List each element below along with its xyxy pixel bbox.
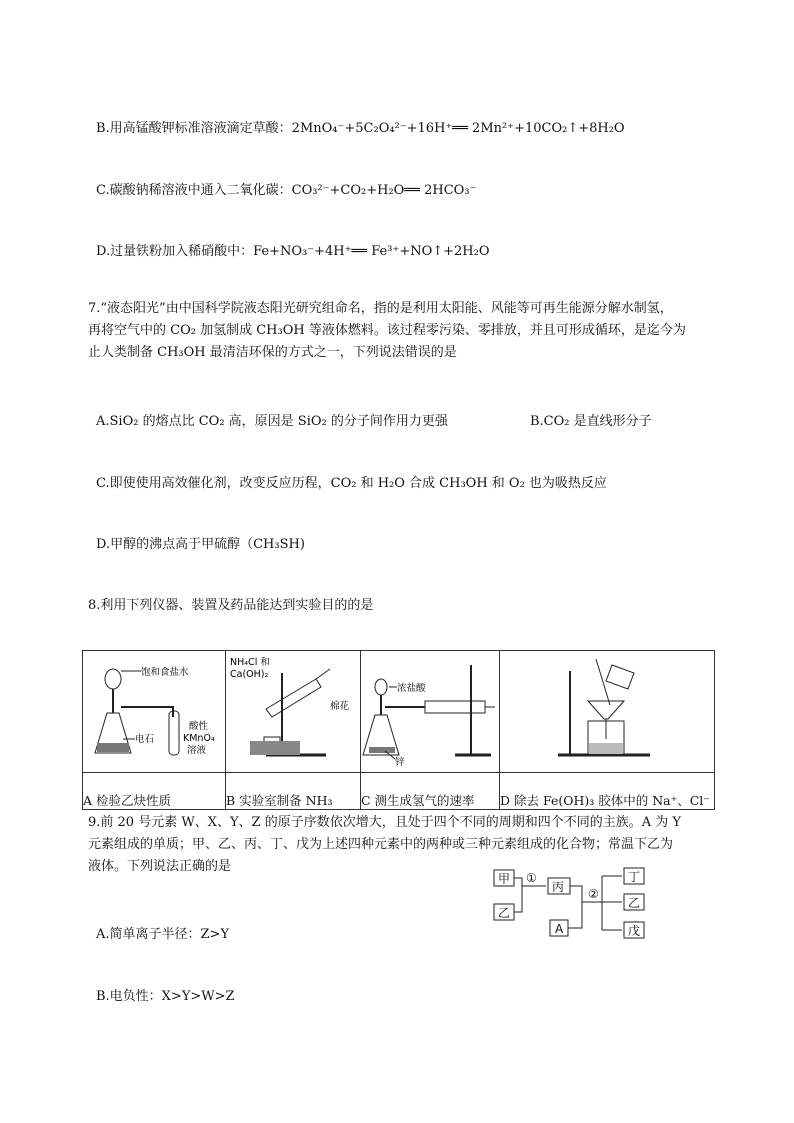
label-a2: 电石 — [135, 734, 155, 745]
q7-option-a: A.SiO₂ 的熔点比 CO₂ 高，原因是 SiO₂ 的分子间作用力更强 — [96, 414, 448, 429]
caption-c: C 测生成氢气的速率 — [361, 773, 500, 810]
label-a5: 溶液 — [187, 745, 207, 756]
box-jia: 甲 — [498, 872, 511, 886]
apparatus-c — [361, 651, 500, 773]
q9-stem-line2: 元素组成的单质；甲、乙、丙、丁、戊为上述四种元素中的两种或三种元素组成的化合物；常温下乙为 — [88, 837, 674, 852]
label-c2: 锌 — [395, 757, 405, 768]
label-a3: 酸性 — [189, 721, 209, 732]
apparatus-c-drawing — [361, 651, 499, 769]
q9-stem-line3: 液体。下列说法正确的是 — [88, 859, 232, 874]
q7-stem-line3: 止人类制备 CH₃OH 最清洁环保的方式之一，下列说法错误的是 — [88, 345, 457, 360]
question-8-stem: 8.利用下列仪器、装置及药品能达到实验目的的是 — [88, 598, 374, 613]
box-ding: 丁 — [628, 870, 641, 884]
q9-option-b: B.电负性：X>Y>W>Z — [96, 989, 235, 1004]
label-b2: Ca(OH)₂ — [230, 669, 269, 680]
box-wu: 戊 — [628, 924, 641, 938]
step-2-marker: ② — [588, 887, 599, 901]
option-c: C.碳酸钠稀溶液中通入二氧化碳：CO₃²⁻+CO₂+H₂O══ 2HCO₃⁻ — [96, 183, 477, 198]
step-1-marker: ① — [526, 871, 537, 885]
caption-d: D 除去 Fe(OH)₃ 胶体中的 Na⁺、Cl⁻ — [500, 773, 715, 810]
box-yi: 乙 — [498, 906, 511, 920]
apparatus-a-drawing — [83, 651, 225, 769]
apparatus-b — [226, 651, 361, 773]
label-a4: KMnO₄ — [183, 733, 215, 744]
apparatus-d — [500, 651, 715, 773]
question-7-stem — [88, 298, 718, 364]
option-b: B.用高锰酸钾标准溶液滴定草酸：2MnO₄⁻+5C₂O₄²⁻+16H⁺══ 2Mn²⁺+10CO₂↑+8H₂O — [96, 121, 625, 136]
apparatus-b-drawing — [226, 651, 360, 769]
apparatus-d-drawing — [500, 651, 714, 769]
caption-b: B 实验室制备 NH₃ — [226, 773, 361, 810]
q7-option-d: D.甲醇的沸点高于甲硫醇（CH₃SH) — [96, 537, 305, 552]
box-a: A — [555, 922, 564, 936]
label-c1: 浓盐酸 — [397, 683, 426, 694]
reaction-flow-diagram — [490, 864, 660, 944]
box-yi-product: 乙 — [628, 896, 641, 910]
apparatus-a — [83, 651, 226, 773]
q7-stem-line2: 再将空气中的 CO₂ 加氢制成 CH₃OH 等液体燃料。该过程零污染、零排放，并且可形成循环，是迄今为 — [88, 323, 686, 338]
apparatus-table — [82, 650, 715, 810]
q7-option-c: C.即使使用高效催化剂，改变反应历程，CO₂ 和 H₂O 合成 CH₃OH 和 O₂ 也为吸热反应 — [96, 476, 607, 491]
label-b1: NH₄Cl 和 — [230, 657, 270, 668]
q9-stem-line1: 9.前 20 号元素 W、X、Y、Z 的原子序数依次增大，且处于四个不同的周期和四个不同的主族。A 为 Y — [88, 815, 681, 830]
option-d: D.过量铁粉加入稀硝酸中：Fe+NO₃⁻+4H⁺══ Fe³⁺+NO↑+2H₂O — [96, 244, 490, 259]
q9-option-a: A.简单离子半径：Z>Y — [96, 927, 230, 942]
caption-a: A 检验乙炔性质 — [83, 773, 226, 810]
label-a1: 饱和食盐水 — [141, 667, 189, 678]
label-b3: 棉花 — [330, 701, 350, 712]
q7-option-b: B.CO₂ 是直线形分子 — [530, 414, 652, 429]
q7-stem-line1: 7.“液态阳光”由中国科学院液态阳光研究组命名，指的是利用太阳能、风能等可再生能源分解水制氢， — [88, 301, 673, 316]
box-bing: 丙 — [552, 880, 565, 894]
